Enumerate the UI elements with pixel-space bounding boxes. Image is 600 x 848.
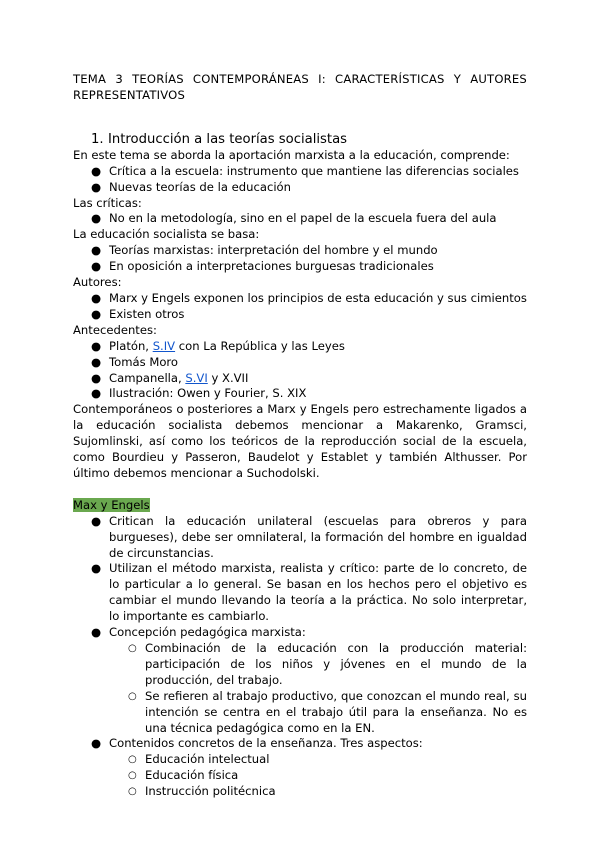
- bullet-dot-icon: ●: [91, 354, 102, 369]
- marx-engels-list: [73, 514, 527, 641]
- list-item: ● Platón, S.IV con La República y las Leyes: [91, 338, 345, 353]
- section-heading-marx-engels: [73, 498, 527, 514]
- list-item: ● Nuevas teorías de la educación: [91, 179, 291, 194]
- bullet-dot-icon: ●: [91, 290, 102, 305]
- link-siglo-vi[interactable]: S.VI: [185, 370, 208, 385]
- list-item: ● Contenidos concretos de la enseñanza. Tres aspectos:: [91, 736, 423, 751]
- bullet-dot-icon: ●: [91, 370, 102, 385]
- bullet-dot-icon: ●: [91, 179, 102, 194]
- bullet-dot-icon: ●: [91, 306, 102, 321]
- list-item: ● Tomás Moro: [91, 354, 179, 369]
- bullet-dot-icon: ●: [91, 211, 102, 226]
- antecedentes-list: [73, 339, 527, 403]
- list-item: ○ Combinación de la educación con la producción material: participación de los niños y jóvenes en el mundo de la producción, del trabajo.: [128, 641, 527, 687]
- link-siglo-iv[interactable]: S.IV: [152, 338, 176, 353]
- section-heading-introduccion: [91, 131, 527, 148]
- concepcion-sublist: [73, 641, 527, 736]
- section-number: 1.: [91, 131, 104, 147]
- bullet-circle-icon: ○: [128, 690, 137, 702]
- bullet-dot-icon: ●: [91, 513, 102, 528]
- bullet-dot-icon: ●: [91, 736, 102, 751]
- bullet-circle-icon: ○: [128, 643, 137, 654]
- criticas-list: [73, 211, 527, 227]
- criticas-label: Las críticas:: [73, 195, 142, 210]
- bullet-dot-icon: ●: [91, 163, 102, 178]
- list-item: ● En oposición a interpretaciones burguesas tradicionales: [91, 259, 434, 274]
- list-item: ○ Educación intelectual: [128, 752, 270, 767]
- list-item: ● Utilizan el método marxista, realista y crítico: parte de lo concreto, de lo particular a lo general. Se basan en los hechos pero el objetivo es cambiar el mundo llevando la teoría a la práctica. No solo interpretar, lo importante es cambiarlo.: [91, 561, 527, 624]
- bullet-dot-icon: ●: [91, 625, 102, 640]
- list-item: ○ Se refieren al trabajo productivo, que conozcan el mundo real, su intención se centra en el trabajo útil para la enseñanza. No es una técnica pedagógica como en la EN.: [128, 688, 527, 735]
- contenidos-sublist: [73, 752, 527, 800]
- list-item: ○ Instrucción politécnica: [128, 784, 276, 799]
- autores-label: Autores:: [73, 275, 122, 290]
- base-label: La educación socialista se basa:: [73, 227, 260, 242]
- bullet-circle-icon: ○: [128, 786, 137, 798]
- document-title: TEMA 3 TEORÍAS CONTEMPORÁNEAS I: CARACTERÍSTICAS Y AUTORES REPRESENTATIVOS: [73, 72, 527, 102]
- bullet-circle-icon: ○: [128, 754, 137, 766]
- contenidos-list: [73, 736, 527, 752]
- intro-list: [73, 164, 527, 196]
- intro-paragraph: En este tema se aborda la aportación marxista a la educación, comprende:: [73, 147, 510, 162]
- bullet-dot-icon: ●: [91, 243, 102, 258]
- list-item: ● Existen otros: [91, 306, 185, 321]
- antecedentes-label: Antecedentes:: [73, 322, 157, 337]
- bullet-dot-icon: ●: [91, 561, 102, 576]
- autores-list: [73, 291, 527, 323]
- section-heading-text: Introducción a las teorías socialistas: [108, 131, 348, 147]
- list-item: ● Campanella, S.VI y X.VII: [91, 370, 249, 385]
- bullet-dot-icon: ●: [91, 386, 102, 401]
- list-item: ● Ilustración: Owen y Fourier, S. XIX: [91, 386, 307, 401]
- list-item: ● Crítica a la escuela: instrumento que mantiene las diferencias sociales: [91, 163, 519, 178]
- contemporaneos-paragraph: Contemporáneos o posteriores a Marx y Engels pero estrechamente ligados a la educación socialista debemos mencionar a Makarenko, Gramsci, Sujomlinski, así como los teóricos de la reproducción social de la escuela, como Bourdieu y Passeron, Baudelot y Establet y también Althusser. Por último debemos mencionar a Suchodolski.: [73, 402, 527, 480]
- list-item: ● Concepción pedagógica marxista:: [91, 625, 306, 640]
- bullet-dot-icon: ●: [91, 338, 102, 353]
- list-item: ● Critican la educación unilateral (escuelas para obreros y para burgueses), debe ser omnilateral, la formación del hombre en igualdad de circunstancias.: [91, 513, 527, 560]
- list-item: ● Marx y Engels exponen los principios de esta educación y sus cimientos: [91, 290, 527, 305]
- list-item: ● No en la metodología, sino en el papel de la escuela fuera del aula: [91, 211, 497, 226]
- bullet-dot-icon: ●: [91, 259, 102, 274]
- highlighted-heading: Max y Engels: [73, 497, 150, 512]
- document-content: [73, 72, 527, 800]
- list-item: ○ Educación física: [128, 768, 239, 783]
- base-list: [73, 243, 527, 275]
- bullet-circle-icon: ○: [128, 770, 137, 782]
- list-item: ● Teorías marxistas: interpretación del hombre y el mundo: [91, 243, 438, 258]
